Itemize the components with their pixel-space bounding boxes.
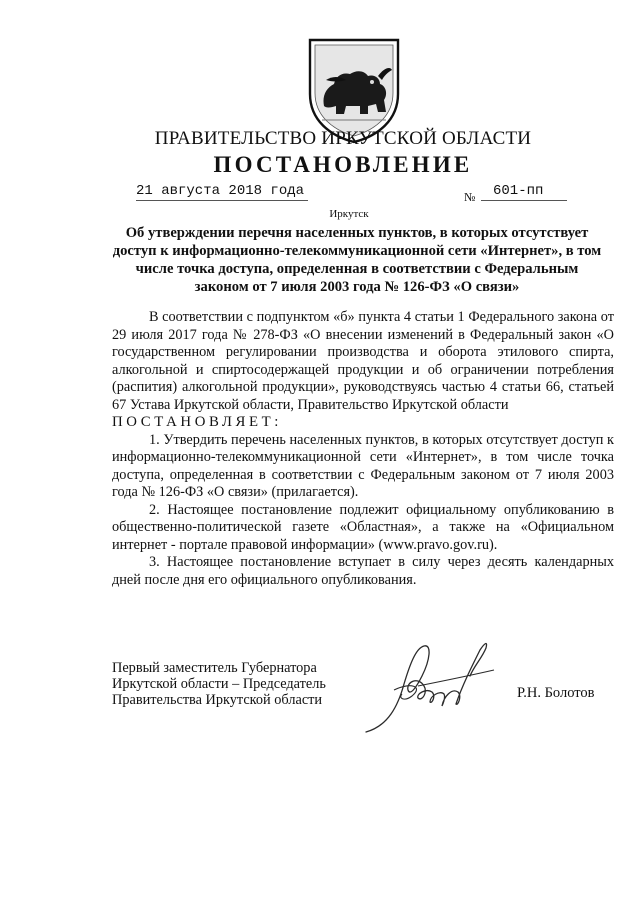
- handwritten-signature: [358, 636, 503, 746]
- document-number: 601-пп: [481, 183, 567, 201]
- document-title: Об утверждении перечня населенных пунктов, в которых отсутствует доступ к информационно-телекоммуникационной сети «Интернет», в том числе точка доступа, определенная в соответствии с Федеральным законом от 7 июля 2003 года № 126-ФЗ «О связи»: [112, 225, 602, 295]
- position-line-1: Первый заместитель Губернатора: [112, 660, 317, 676]
- position-line-2: Иркутской области – Председатель: [112, 676, 326, 692]
- organization-name: ПРАВИТЕЛЬСТВО ИРКУТСКОЙ ОБЛАСТИ: [154, 128, 532, 149]
- signer-name: Р.Н. Болотов: [517, 685, 595, 701]
- document-type: ПОСТАНОВЛЕНИЕ: [213, 152, 473, 177]
- document-date: 21 августа 2018 года: [136, 183, 308, 201]
- signatory-position: [112, 660, 362, 708]
- city: Иркутск: [329, 208, 369, 220]
- number-sign: №: [464, 190, 476, 204]
- position-line-3: Правительства Иркутской области: [112, 692, 323, 708]
- resolves-heading: ПОСТАНОВЛЯЕТ:: [112, 414, 282, 430]
- item-paragraph-3: 3. Настоящее постановление вступает в силу через десять календарных дней после дня его официального опубликования.: [112, 554, 614, 588]
- item-paragraph-1: 1. Утвердить перечень населенных пунктов, в которых отсутствует доступ к информационно-телекоммуникационной сети «Интернет», в том числе точка доступа, определенная в соответствии с Федеральным законом от 7 июля 2003 года № 126-ФЗ «О связи» (прилагается).: [112, 431, 614, 500]
- document-body: [112, 309, 614, 589]
- preamble-paragraph: В соответствии с подпунктом «б» пункта 4 статьи 1 Федерального закона от 29 июля 2017 года № 278-ФЗ «О внесении изменений в Федеральный закон «О государственном регулировании производства и оборота этилового спирта, алкогольной и спиртосодержащей продукции и об ограничении потребления (распития) алкогольной продукции», руководствуясь частью 4 статьи 66, статьей 67 Устава Иркутской области, Правительство Иркутской области: [112, 309, 614, 413]
- item-paragraph-2: 2. Настоящее постановление подлежит официальному опубликованию в общественно-политической газете «Областная», а также на «Официальном интернет - портале правовой информации» (www.pravo.gov.ru).: [112, 501, 614, 553]
